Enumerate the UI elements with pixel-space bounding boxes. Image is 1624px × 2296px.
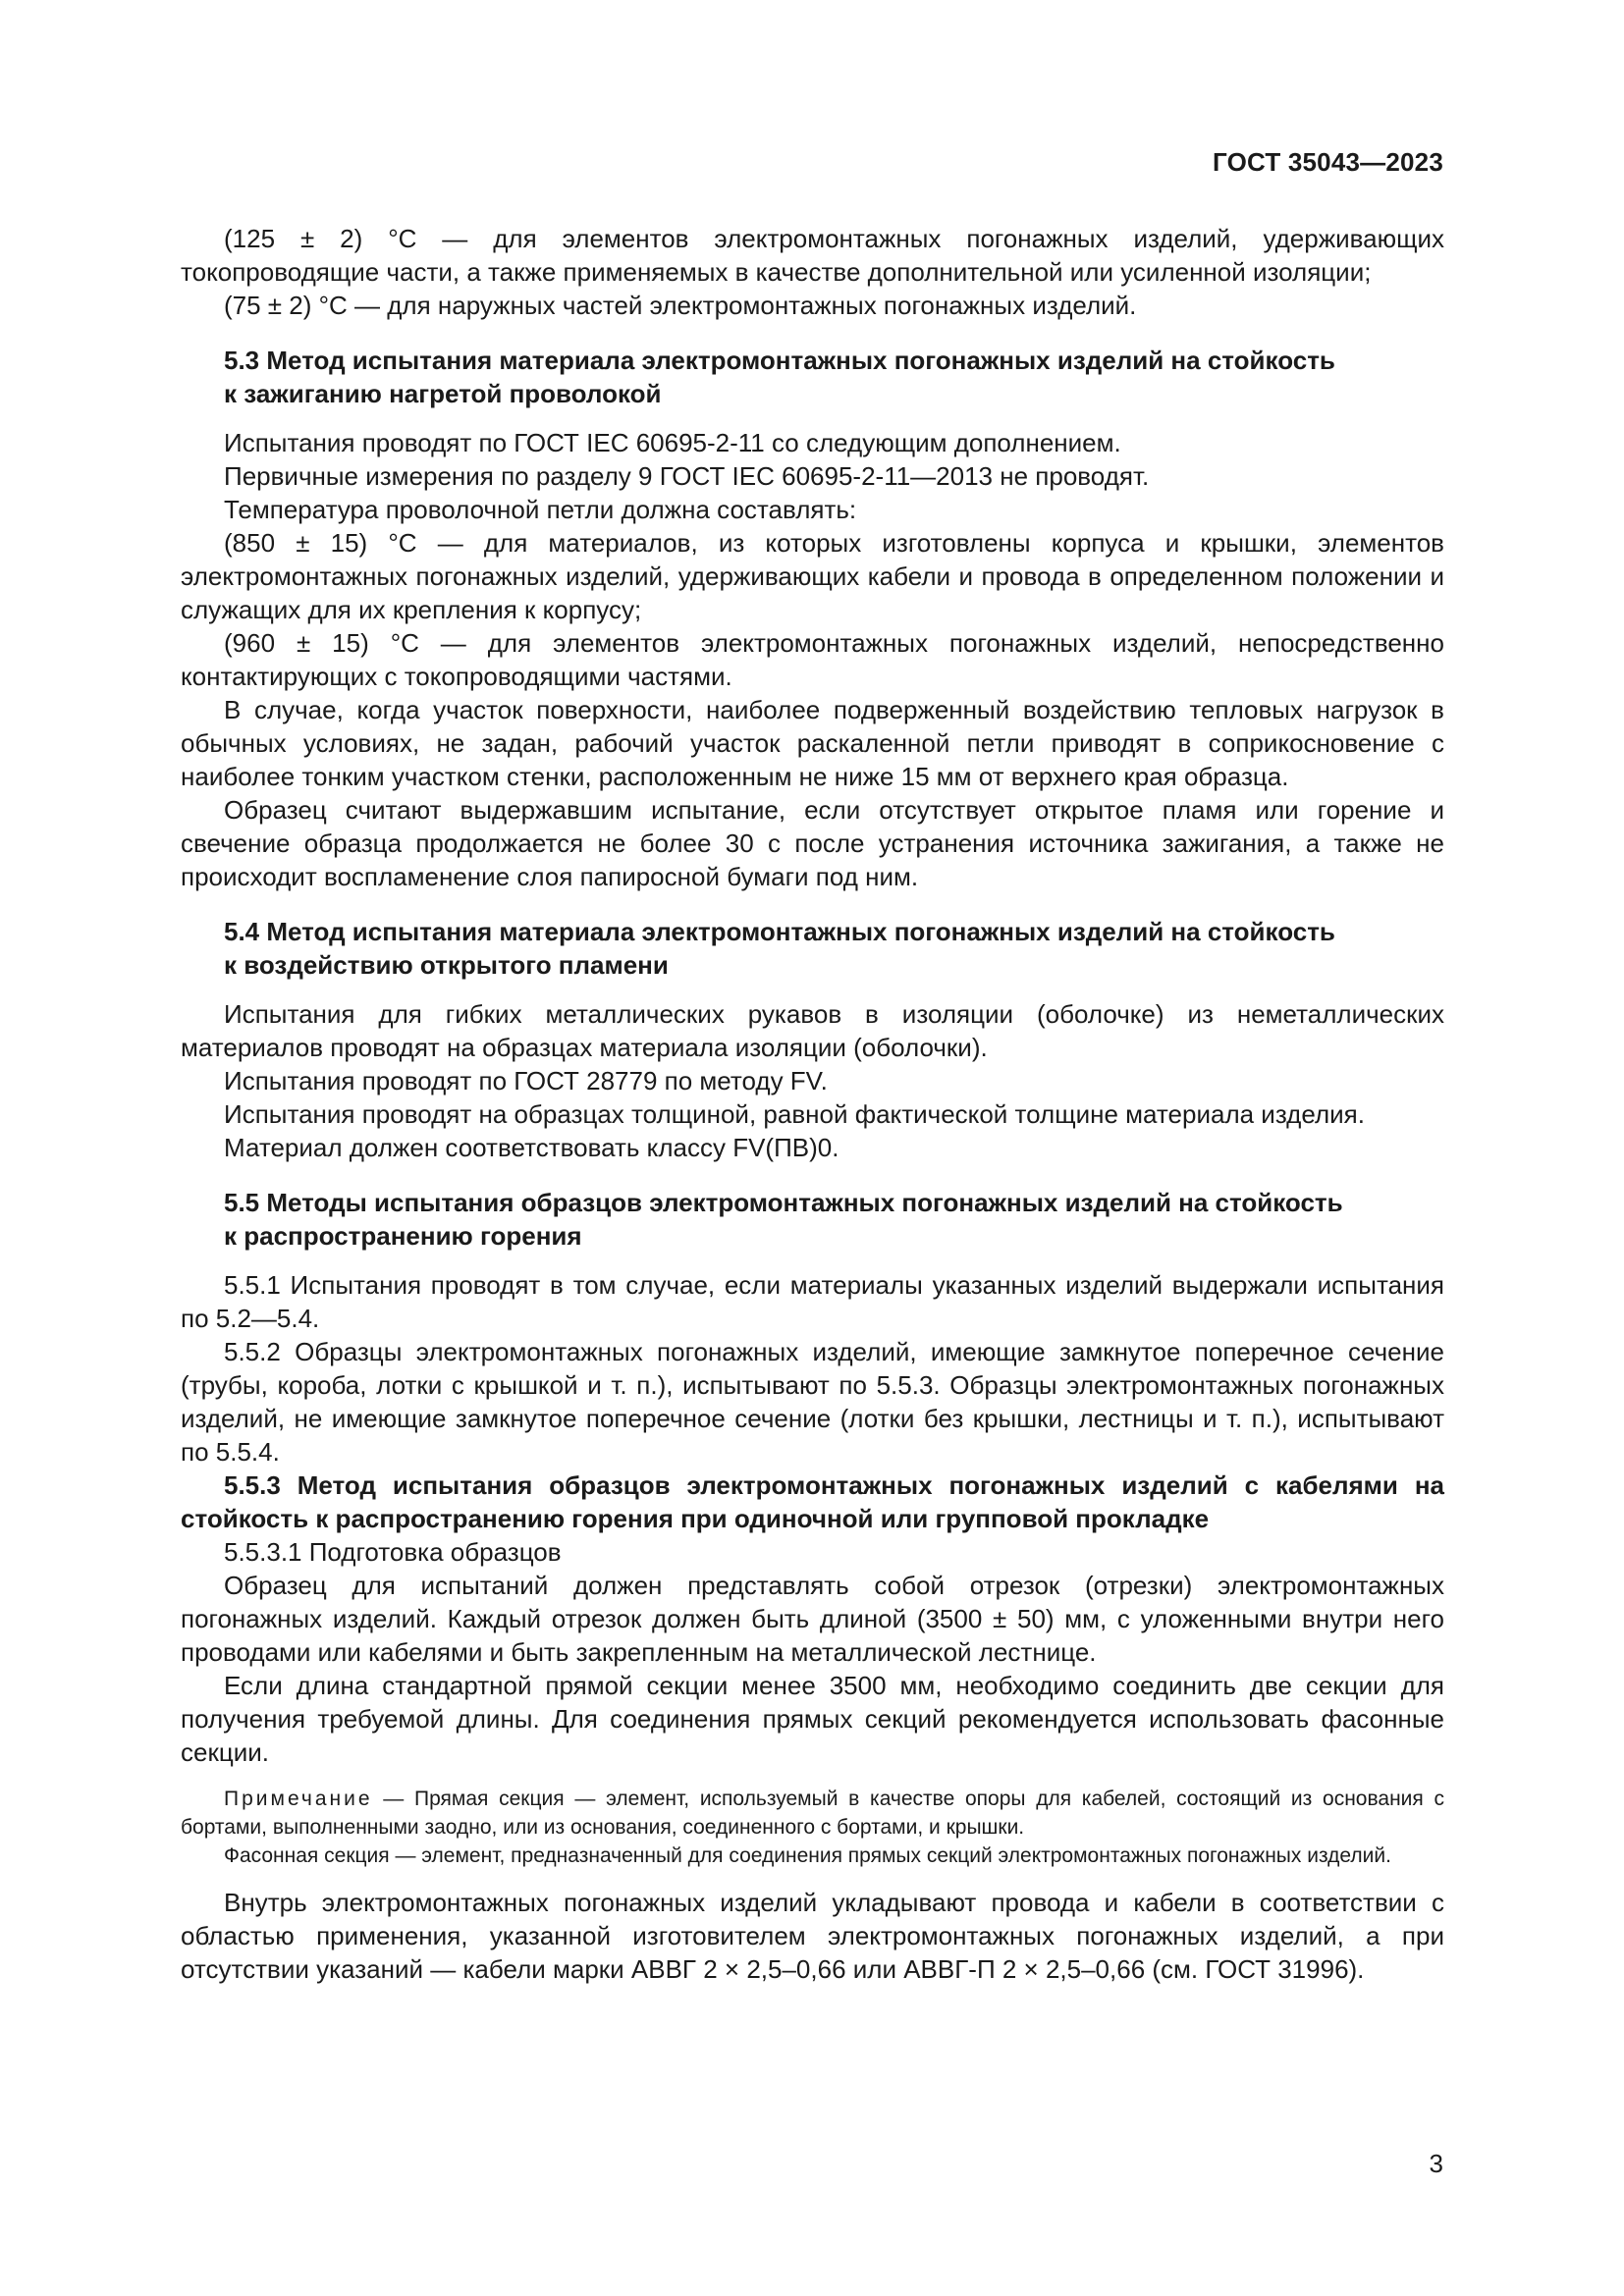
paragraph: 5.5.1 Испытания проводят в том случае, если материалы указанных изделий выдержали испытания по 5.2—5.4.: [181, 1270, 1444, 1333]
note-label: Примечание: [224, 1788, 373, 1810]
paragraph: (850 ± 15) °С — для материалов, из которых изготовлены корпуса и крышки, элементов электромонтажных погонажных изделий, удерживающих кабели и провода в определенном положении и служащих для их крепления к корпусу;: [181, 528, 1444, 624]
paragraph: Испытания проводят на образцах толщиной, равной фактической толщине материала изделия.: [224, 1099, 1365, 1129]
paragraph: 5.5.3.1 Подготовка образцов: [224, 1537, 562, 1567]
paragraph: Испытания для гибких металлических рукавов в изоляции (оболочке) из неметаллических материалов проводят на образцах материала изоляции (оболочки).: [181, 999, 1444, 1062]
heading-line: 5.5 Методы испытания образцов электромонтажных погонажных изделий на стойкость: [224, 1188, 1343, 1217]
section-heading-5-4: [181, 915, 1444, 982]
document-header: ГОСТ 35043—2023: [1213, 147, 1443, 177]
heading-line: к воздействию открытого пламени: [224, 950, 669, 980]
note: Фасонная секция — элемент, предназначенный для соединения прямых секций электромонтажных погонажных изделий.: [224, 1844, 1391, 1867]
heading-line: 5.4 Метод испытания материала электромонтажных погонажных изделий на стойкость: [224, 917, 1335, 946]
section-heading-5-5: [181, 1186, 1444, 1253]
paragraph: Испытания проводят по ГОСТ IEC 60695-2-11 со следующим дополнением.: [224, 428, 1121, 457]
heading-line: к зажиганию нагретой проволокой: [224, 379, 662, 408]
paragraph: Образец считают выдержавшим испытание, если отсутствует открытое пламя или горение и свечение образца продолжается не более 30 с после устранения источника зажигания, а также не происходит воспламенение слоя папиросной бумаги под ним.: [181, 795, 1444, 891]
paragraph: 5.5.2 Образцы электромонтажных погонажных изделий, имеющие замкнутое поперечное сечение (трубы, короба, лотки с крышкой и т. п.), испытывают по 5.5.3. Образцы электромонтажных погонажных изделий, не имеющие замкнутое поперечное сечение (лотки без крышки, лестницы и т. п.), испытывают по 5.5.4.: [181, 1337, 1444, 1467]
paragraph: Образец для испытаний должен представлять собой отрезок (отрезки) электромонтажных погонажных изделий. Каждый отрезок должен быть длиной (3500 ± 50) мм, с уложенными внутри него проводами или кабелями и быть закрепленным на металлической лестнице.: [181, 1571, 1444, 1667]
document-body: [181, 222, 1444, 1986]
paragraph: Если длина стандартной прямой секции менее 3500 мм, необходимо соединить две секции для получения требуемой длины. Для соединения прямых секций рекомендуется использовать фасонные секции.: [181, 1671, 1444, 1767]
heading-line: к распространению горения: [224, 1221, 582, 1251]
paragraph: Внутрь электромонтажных погонажных изделий укладывают провода и кабели в соответствии с областью применения, указанной изготовителем электромонтажных погонажных изделий, а при отсутствии указаний — кабели марки АВВГ 2 × 2,5–0,66 или АВВГ-П 2 × 2,5–0,66 (см. ГОСТ 31996).: [181, 1888, 1444, 1984]
note: [181, 1785, 1444, 1842]
paragraph: (960 ± 15) °С — для элементов электромонтажных погонажных изделий, непосредственно контактирующих с токопроводящими частями.: [181, 628, 1444, 691]
paragraph: Материал должен соответствовать классу FV(ПВ)0.: [224, 1133, 839, 1162]
paragraph: (125 ± 2) °С — для элементов электромонтажных погонажных изделий, удерживающих токопроводящие части, а также применяемых в качестве дополнительной или усиленной изоляции;: [181, 224, 1444, 287]
paragraph: (75 ± 2) °С — для наружных частей электромонтажных погонажных изделий.: [224, 291, 1137, 320]
section-heading-5-3: [181, 344, 1444, 410]
page-number: 3: [1429, 2149, 1443, 2178]
paragraph: Испытания проводят по ГОСТ 28779 по методу FV.: [224, 1066, 828, 1095]
paragraph: Первичные измерения по разделу 9 ГОСТ IEC 60695-2-11—2013 не проводят.: [224, 461, 1150, 491]
note-text: — Прямая секция — элемент, используемый в качестве опоры для кабелей, состоящий из основания с бортами, выполненными заодно, или из основания, соединенного с бортами, и крышки.: [181, 1788, 1444, 1839]
subsection-heading-5-5-3: 5.5.3 Метод испытания образцов электромонтажных погонажных изделий с кабелями на стойкость к распространению горения при одиночной или групповой прокладке: [181, 1470, 1444, 1533]
paragraph: В случае, когда участок поверхности, наиболее подверженный воздействию тепловых нагрузок в обычных условиях, не задан, рабочий участок раскаленной петли приводят в соприкосновение с наиболее тонким участком стенки, расположенным не ниже 15 мм от верхнего края образца.: [181, 695, 1444, 791]
paragraph: Температура проволочной петли должна составлять:: [224, 495, 857, 524]
heading-line: 5.3 Метод испытания материала электромонтажных погонажных изделий на стойкость: [224, 346, 1335, 375]
